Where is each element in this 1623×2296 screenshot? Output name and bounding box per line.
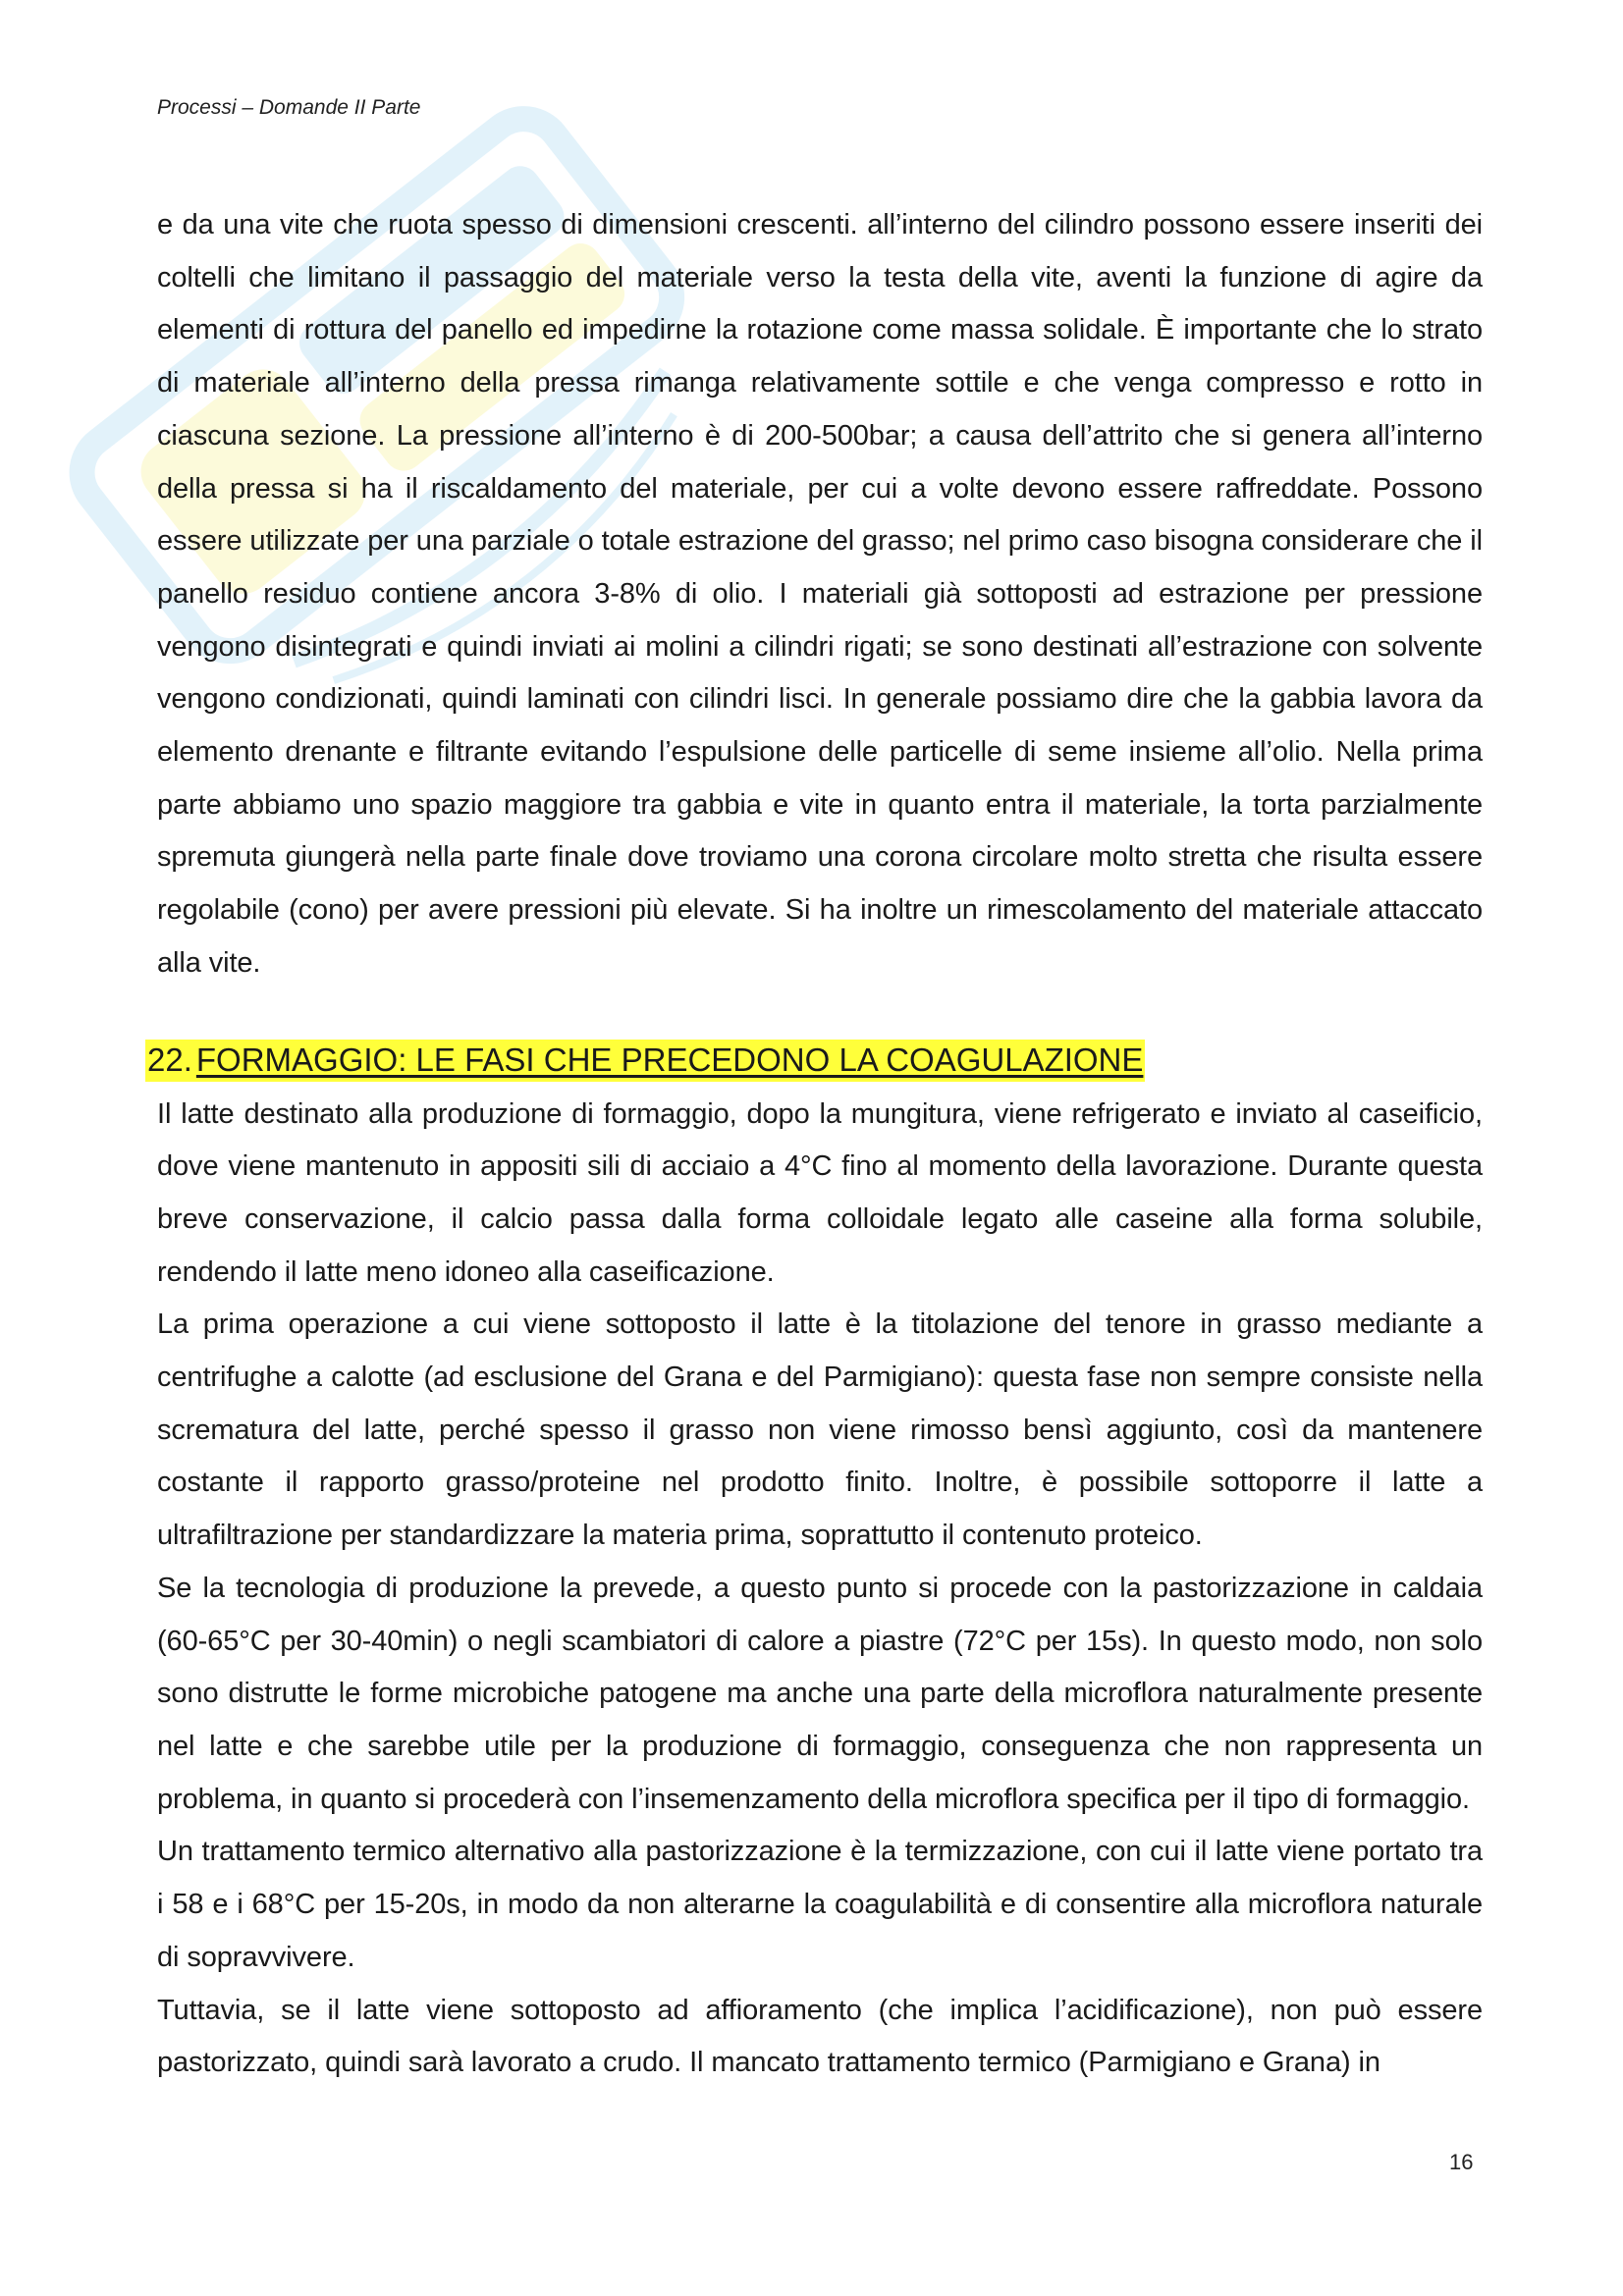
section-paragraph-1: Il latte destinato alla produzione di formaggio, dopo la mungitura, viene refrigerato e inviato al caseificio, dove viene mantenuto in appositi sili di acciaio a 4°C fino al momento della lavorazione. Durante questa breve conservazione, il calcio passa dalla forma colloidale legato alle caseine alla forma solubile, rendendo il latte meno idoneo alla caseificazione. [157,1097,1483,1288]
page-number: 16 [1449,2150,1474,2174]
intro-paragraph: e da una vite che ruota spesso di dimensioni crescenti. all’interno del cilindro possono essere inseriti dei coltelli che limitano il passaggio del materiale verso la testa della vite, aventi la funzione di agire da elementi di rottura del panello ed impedirne la rotazione come massa solidale. È importante che lo strato di materiale all’interno della pressa rimanga relativamente sottile e che venga compresso e rotto in ciascuna sezione. La pressione all’interno è di 200-500bar; a causa dell’attrito che si genera all’interno della pressa si ha il riscaldamento del materiale, per cui a volte devono essere raffreddate. Possono essere utilizzate per una parziale o totale estrazione del grasso; nel primo caso bisogna considerare che il panello residuo contiene ancora 3-8% di olio. I materiali già sottoposti ad estrazione per pressione vengono disintegrati e quindi inviati ai molini a cilindri rigati; se sono destinati all’estrazione con solvente vengono condizionati, quindi laminati con cilindri lisci. In generale possiamo dire che la gabbia lavora da elemento drenante e filtrante evitando l’espulsione delle particelle di seme insieme all’olio. Nella prima parte abbiamo uno spazio maggiore tra gabbia e vite in quanto entra il materiale, la torta parzialmente spremuta giungerà nella parte finale dove troviamo una corona circolare molto stretta che risulta essere regolabile (cono) per avere pressioni più elevate. Si ha inoltre un rimescolamento del materiale attaccato alla vite. [157,209,1483,979]
section-paragraph-5: Tuttavia, se il latte viene sottoposto ad affioramento (che implica l’acidificazione), non può essere pastorizzato, quindi sarà lavorato a crudo. Il mancato trattamento termico (Parmigiano e Grana) in [157,1994,1483,2079]
section-paragraph-4: Un trattamento termico alternativo alla pastorizzazione è la termizzazione, con cui il latte viene portato tra i 58 e i 68°C per 15-20s, in modo da non alterarne la coagulabilità e di consentire alla microflora naturale di sopravvivere. [157,1836,1483,1973]
section-paragraph-2: La prima operazione a cui viene sottoposto il latte è la titolazione del tenore in grasso mediante a centrifughe a calotte (ad esclusione del Grana e del Parmigiano): questa fase non sempre consiste nella scrematura del latte, perché spesso il grasso non viene rimosso bensì aggiunto, così da mantenere costante il rapporto grasso/proteine nel prodotto finito. Inoltre, è possibile sottoporre il latte a ultrafiltrazione per standardizzare la materia prima, soprattutto il contenuto proteico. [157,1308,1483,1552]
running-header: Processi – Domande II Parte [157,96,421,119]
section-paragraph-3: Se la tecnologia di produzione la prevede, a questo punto si procede con la pastorizzazione in caldaia (60-65°C per 30-40min) o negli scambiatori di calore a piastre (72°C per 15s). In questo modo, non solo sono distrutte le forme microbiche patogene ma anche una parte della microflora naturalmente presente nel latte e che sarebbe utile per la produzione di formaggio, conseguenza che non rappresenta un problema, in quanto si procederà con l’insemenzamento della microflora specifica per il tipo di formaggio. [157,1572,1483,1815]
section-number: 22. [147,1041,192,1078]
section-heading-highlight [145,1040,1145,1082]
section-title: FORMAGGIO: LE FASI CHE PRECEDONO LA COAGULAZIONE [195,1041,1144,1078]
section-heading [145,1032,1483,1089]
document-body [147,199,1483,2090]
